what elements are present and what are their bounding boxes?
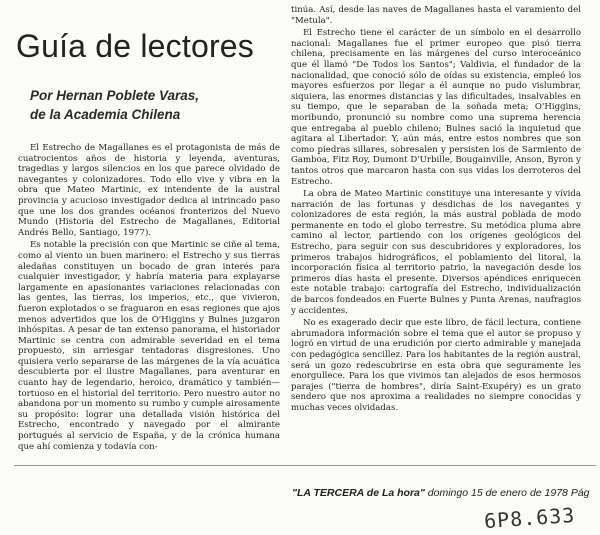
paragraph: La obra de Mateo Martinic constituye una interesante y vívida narración de las fortunas y desdichas de los navegantes y colonizadores de esta región, la más austral poblada de modo permanente en todo el globo terrestre. Su metódica pluma abre camino al lector, partiendo con los orígenes geológicos del Estrecho, para seguir con sus descubridores y exploradores, los primeros trabajos hidrográficos, el poblamiento del litoral, la incorporación física al territorio patrio, la navegación desde los primeros días hasta el presente. Diversos apéndices enriquecen este notable trabajo: cartografía del Estrecho, individualización de barcos fondeados en Fuerte Bulnes y Punta Arenas, naufragios y accidentes. — [291, 189, 581, 316]
byline-author: Por Hernan Poblete Varas, — [30, 88, 200, 103]
byline — [30, 86, 290, 124]
paragraph: El Estrecho de Magallanes es el protagonista de más de cuatrocientos años de historia y leyenda, aventuras, tragedias y largos silencios en los que parece olvidado de navegantes y colonizadores. Todo ello vive y vibra en la obra que Mateo Martinic, ex intendente de la austral provincia y acucioso investigador dedica al intrincado paso que une los dos grandes océanos fronterizos del Nuevo Mundo (Historia del Estrecho de Magallanes, Editorial Andrés Bello, Santiago, 1977). — [18, 143, 280, 238]
handwritten-catalog-number: 6P8.633 — [483, 502, 577, 534]
paragraph: El Estrecho tiene el carácter de un símbolo en el desarrollo nacional: Magallanes fue el primer europeo que pisó tierra chilena, precisamente en las márgenes del curso interoceánico que él llamó "De Todos los Santos"; Valdivia, el fundador de la nacionalidad, que conoció sólo de oídas su existencia, empleó los mayores esfuerzos por llegar a él aunque no pudo vislumbrar, siquiera, las enormes distancias y las dificultades, insalvables en su tiempo, que le separaban de la soñada meta; O'Higgins, moribundo, pronunció su nombre como una suprema herencia que entregaba al pueblo chileno; Bulnes sació la inquietud que agitara al Libertador. Y, aún más, entre estos nombres que son como piedras sillares, sobresalen y persisten los de Sarmiento de Gamboa, Fitz Roy, Dumont D'Urbille, Bougainville, Anson, Byron y tantos otros que marcaron hasta con sus vidas los derroteros del Estrecho. — [291, 28, 581, 187]
left-column — [18, 143, 280, 458]
paragraph: tinúa. Así, desde las naves de Magallanes hasta el varamiento del "Metula". — [291, 5, 581, 26]
source-publication: "LA TERCERA de La hora" — [292, 487, 425, 499]
source-date: domingo 15 de enero de 1978 Pág — [427, 487, 590, 499]
source-line — [292, 487, 600, 499]
article-title: Guía de lectores — [16, 28, 254, 64]
divider — [14, 465, 596, 466]
paragraph: Es notable la precisión con que Martinic se ciñe al tema, como al viento un buen marinero: el Estrecho y sus tierras aledañas constituyen un bocado de gran interés para cualquier investigador, y habría materia para explayarse largamente en apasionantes variaciones relacionadas con las gentes, las tierras, los imperios, etc., que vivieron, fueron explotados o se fraguaron en esas regiones que ajos menos advertidos que los de O'Higgins y Bulnes juzgaron inhóspitas. A pesar de tan extenso panorama, el historiador Martinic se centra con admirable severidad en el tema propuesto, sin arriesgar tentadoras disgresiones. Uno quisiera verlo separarse de las márgenes de la vía acuática descubierta por el ilustre Magallanes, para aventurar en cuanto hay de legendario, heroico, dramático y también— tortuoso en el historial del territorio. Pero nuestro autor no abandona por un momento su rumbo y cumple airosamente su propósito: lograr una detallada visión histórica del Estrecho, encontrado y navegado por el almirante portugués al servicio de España, y de la crónica humana que ahí comienza y todavía con- — [18, 240, 280, 452]
paragraph: No es exagerado decir que este libro, de fácil lectura, contiene abrumadora información sobre el tema que el autor se propuso y logró en virtud de una erudición por cierto admirable y manejada con pedagógica sencillez. Para los habitantes de la región austral, será un gozo redescubrirse en esta obra que seguramente les enorgullece. Para los que vivimos tan alejados de esos hermosos parajes ("tierra de hombres", diría Saint-Exupéry) es un grato sendero que nos aproxima a realidades no siempre conocidas y muchas veces olvidadas. — [291, 318, 581, 413]
right-column — [291, 5, 581, 460]
byline-affiliation: de la Academia Chilena — [30, 107, 181, 122]
